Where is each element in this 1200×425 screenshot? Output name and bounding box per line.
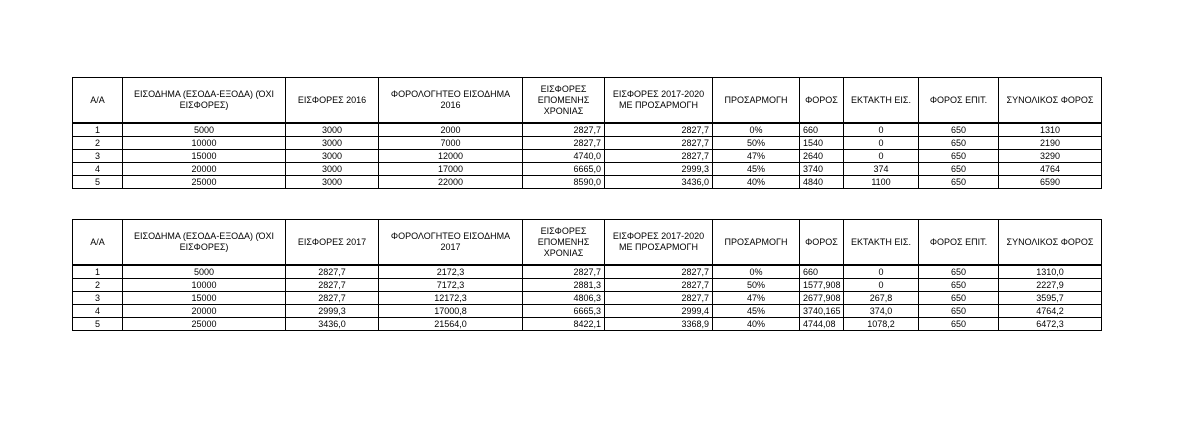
table-row bbox=[73, 318, 1102, 331]
col-tax-cell: 4744,08 bbox=[800, 318, 844, 331]
col-professional-tax-cell: 650 bbox=[919, 305, 999, 318]
col-contributions-cell: 3000 bbox=[286, 150, 379, 163]
col-adjusted-contributions-cell: 2827,7 bbox=[605, 123, 713, 137]
col-professional-tax-header: ΦΟΡΟΣ ΕΠΙΤ. bbox=[919, 220, 999, 266]
col-income-header: ΕΙΣΟΔΗΜΑ (ΕΣΟΔΑ-ΕΞΟΔΑ) (ΌΧΙ ΕΙΣΦΟΡΕΣ) bbox=[123, 220, 286, 266]
col-income-cell: 25000 bbox=[123, 318, 286, 331]
col-adjustment-cell: 50% bbox=[713, 279, 800, 292]
col-index-cell: 3 bbox=[73, 150, 123, 163]
col-income-cell: 10000 bbox=[123, 279, 286, 292]
col-taxable-income-cell: 17000,8 bbox=[379, 305, 523, 318]
col-professional-tax-cell: 650 bbox=[919, 292, 999, 305]
col-income-cell: 25000 bbox=[123, 176, 286, 189]
col-next-year-contributions-cell: 4740,0 bbox=[523, 150, 605, 163]
col-next-year-contributions-cell: 2827,7 bbox=[523, 123, 605, 137]
col-total-tax-header: ΣΥΝΟΛΙΚΟΣ ΦΟΡΟΣ bbox=[999, 220, 1102, 266]
col-adjusted-contributions-cell: 2827,7 bbox=[605, 279, 713, 292]
col-taxable-income-header: ΦΟΡΟΛΟΓΗΤΕΟ ΕΙΣΟΔΗΜΑ 2017 bbox=[379, 220, 523, 266]
table-row bbox=[73, 292, 1102, 305]
col-contributions-cell: 2827,7 bbox=[286, 265, 379, 279]
col-income-cell: 5000 bbox=[123, 123, 286, 137]
col-tax-cell: 1540 bbox=[800, 137, 844, 150]
col-contributions-cell: 3000 bbox=[286, 163, 379, 176]
col-income-cell: 20000 bbox=[123, 163, 286, 176]
col-adjusted-contributions-cell: 2999,4 bbox=[605, 305, 713, 318]
col-contributions-header: ΕΙΣΦΟΡΕΣ 2016 bbox=[286, 78, 379, 124]
col-next-year-contributions-header: ΕΙΣΦΟΡΕΣ ΕΠΟΜΕΝΗΣ ΧΡΟΝΙΑΣ bbox=[523, 78, 605, 124]
col-taxable-income-cell: 21564,0 bbox=[379, 318, 523, 331]
col-tax-cell: 3740 bbox=[800, 163, 844, 176]
col-adjusted-contributions-cell: 2827,7 bbox=[605, 137, 713, 150]
col-professional-tax-cell: 650 bbox=[919, 318, 999, 331]
col-index-cell: 5 bbox=[73, 318, 123, 331]
table-row bbox=[73, 279, 1102, 292]
col-professional-tax-cell: 650 bbox=[919, 279, 999, 292]
col-tax-cell: 1577,908 bbox=[800, 279, 844, 292]
col-income-cell: 15000 bbox=[123, 292, 286, 305]
col-adjusted-contributions-header: ΕΙΣΦΟΡΕΣ 2017-2020 ΜΕ ΠΡΟΣΑΡΜΟΓΗ bbox=[605, 220, 713, 266]
col-total-tax-cell: 2190 bbox=[999, 137, 1102, 150]
col-taxable-income-cell: 12000 bbox=[379, 150, 523, 163]
col-contributions-cell: 3000 bbox=[286, 176, 379, 189]
col-extraordinary-contribution-cell: 0 bbox=[844, 265, 919, 279]
col-next-year-contributions-cell: 2827,7 bbox=[523, 265, 605, 279]
col-extraordinary-contribution-cell: 0 bbox=[844, 123, 919, 137]
col-taxable-income-cell: 2000 bbox=[379, 123, 523, 137]
col-professional-tax-cell: 650 bbox=[919, 265, 999, 279]
col-index-cell: 4 bbox=[73, 305, 123, 318]
col-total-tax-cell: 6472,3 bbox=[999, 318, 1102, 331]
table-row bbox=[73, 163, 1102, 176]
col-total-tax-cell: 3290 bbox=[999, 150, 1102, 163]
col-extraordinary-contribution-header: ΕΚΤΑΚΤΗ ΕΙΣ. bbox=[844, 78, 919, 124]
tax-table-2016 bbox=[72, 77, 1102, 189]
col-extraordinary-contribution-cell: 0 bbox=[844, 150, 919, 163]
col-extraordinary-contribution-cell: 374,0 bbox=[844, 305, 919, 318]
col-income-cell: 15000 bbox=[123, 150, 286, 163]
table-row bbox=[73, 176, 1102, 189]
col-contributions-cell: 3000 bbox=[286, 137, 379, 150]
table-row bbox=[73, 150, 1102, 163]
col-adjusted-contributions-cell: 3368,9 bbox=[605, 318, 713, 331]
col-tax-header: ΦΟΡΟΣ bbox=[800, 78, 844, 124]
col-next-year-contributions-header: ΕΙΣΦΟΡΕΣ ΕΠΟΜΕΝΗΣ ΧΡΟΝΙΑΣ bbox=[523, 220, 605, 266]
col-taxable-income-cell: 17000 bbox=[379, 163, 523, 176]
col-total-tax-cell: 4764,2 bbox=[999, 305, 1102, 318]
col-income-cell: 10000 bbox=[123, 137, 286, 150]
col-total-tax-cell: 4764 bbox=[999, 163, 1102, 176]
col-professional-tax-cell: 650 bbox=[919, 176, 999, 189]
table-row bbox=[73, 123, 1102, 137]
col-taxable-income-cell: 7172,3 bbox=[379, 279, 523, 292]
col-adjusted-contributions-cell: 2827,7 bbox=[605, 265, 713, 279]
col-extraordinary-contribution-cell: 267,8 bbox=[844, 292, 919, 305]
col-taxable-income-cell: 22000 bbox=[379, 176, 523, 189]
col-extraordinary-contribution-cell: 0 bbox=[844, 137, 919, 150]
table-body bbox=[73, 123, 1102, 189]
col-professional-tax-cell: 650 bbox=[919, 163, 999, 176]
col-adjusted-contributions-header: ΕΙΣΦΟΡΕΣ 2017-2020 ΜΕ ΠΡΟΣΑΡΜΟΓΗ bbox=[605, 78, 713, 124]
col-next-year-contributions-cell: 2881,3 bbox=[523, 279, 605, 292]
col-adjusted-contributions-cell: 3436,0 bbox=[605, 176, 713, 189]
col-next-year-contributions-cell: 4806,3 bbox=[523, 292, 605, 305]
col-contributions-cell: 2827,7 bbox=[286, 292, 379, 305]
col-next-year-contributions-cell: 8590,0 bbox=[523, 176, 605, 189]
col-adjustment-cell: 45% bbox=[713, 163, 800, 176]
col-adjustment-cell: 0% bbox=[713, 265, 800, 279]
col-total-tax-cell: 6590 bbox=[999, 176, 1102, 189]
col-adjustment-cell: 47% bbox=[713, 292, 800, 305]
tax-table-2017 bbox=[72, 219, 1102, 331]
col-extraordinary-contribution-header: ΕΚΤΑΚΤΗ ΕΙΣ. bbox=[844, 220, 919, 266]
col-index-cell: 2 bbox=[73, 137, 123, 150]
table-header bbox=[73, 220, 1102, 266]
col-tax-header: ΦΟΡΟΣ bbox=[800, 220, 844, 266]
col-adjustment-cell: 40% bbox=[713, 176, 800, 189]
col-professional-tax-header: ΦΟΡΟΣ ΕΠΙΤ. bbox=[919, 78, 999, 124]
col-professional-tax-cell: 650 bbox=[919, 137, 999, 150]
col-adjustment-cell: 45% bbox=[713, 305, 800, 318]
col-contributions-cell: 3436,0 bbox=[286, 318, 379, 331]
col-contributions-cell: 3000 bbox=[286, 123, 379, 137]
table-header bbox=[73, 78, 1102, 124]
col-income-cell: 20000 bbox=[123, 305, 286, 318]
col-next-year-contributions-cell: 6665,3 bbox=[523, 305, 605, 318]
col-professional-tax-cell: 650 bbox=[919, 150, 999, 163]
col-index-cell: 4 bbox=[73, 163, 123, 176]
col-adjustment-cell: 0% bbox=[713, 123, 800, 137]
col-tax-cell: 2640 bbox=[800, 150, 844, 163]
col-adjustment-cell: 50% bbox=[713, 137, 800, 150]
col-extraordinary-contribution-cell: 1078,2 bbox=[844, 318, 919, 331]
col-index-header: Α/Α bbox=[73, 78, 123, 124]
col-adjustment-cell: 40% bbox=[713, 318, 800, 331]
col-next-year-contributions-cell: 2827,7 bbox=[523, 137, 605, 150]
table-row bbox=[73, 305, 1102, 318]
col-total-tax-cell: 2227,9 bbox=[999, 279, 1102, 292]
col-adjustment-header: ΠΡΟΣΑΡΜΟΓΗ bbox=[713, 220, 800, 266]
col-extraordinary-contribution-cell: 0 bbox=[844, 279, 919, 292]
col-income-cell: 5000 bbox=[123, 265, 286, 279]
col-contributions-cell: 2999,3 bbox=[286, 305, 379, 318]
col-index-cell: 3 bbox=[73, 292, 123, 305]
col-index-cell: 1 bbox=[73, 265, 123, 279]
col-taxable-income-cell: 7000 bbox=[379, 137, 523, 150]
col-next-year-contributions-cell: 6665,0 bbox=[523, 163, 605, 176]
col-income-header: ΕΙΣΟΔΗΜΑ (ΕΣΟΔΑ-ΕΞΟΔΑ) (ΌΧΙ ΕΙΣΦΟΡΕΣ) bbox=[123, 78, 286, 124]
table-row bbox=[73, 265, 1102, 279]
col-next-year-contributions-cell: 8422,1 bbox=[523, 318, 605, 331]
col-index-cell: 1 bbox=[73, 123, 123, 137]
col-total-tax-cell: 1310 bbox=[999, 123, 1102, 137]
table-row bbox=[73, 137, 1102, 150]
col-index-header: Α/Α bbox=[73, 220, 123, 266]
col-index-cell: 2 bbox=[73, 279, 123, 292]
col-tax-cell: 3740,165 bbox=[800, 305, 844, 318]
col-adjusted-contributions-cell: 2999,3 bbox=[605, 163, 713, 176]
col-total-tax-cell: 3595,7 bbox=[999, 292, 1102, 305]
col-taxable-income-header: ΦΟΡΟΛΟΓΗΤΕΟ ΕΙΣΟΔΗΜΑ 2016 bbox=[379, 78, 523, 124]
col-extraordinary-contribution-cell: 1100 bbox=[844, 176, 919, 189]
col-tax-cell: 660 bbox=[800, 123, 844, 137]
col-taxable-income-cell: 12172,3 bbox=[379, 292, 523, 305]
col-adjusted-contributions-cell: 2827,7 bbox=[605, 292, 713, 305]
col-adjustment-cell: 47% bbox=[713, 150, 800, 163]
col-total-tax-cell: 1310,0 bbox=[999, 265, 1102, 279]
col-index-cell: 5 bbox=[73, 176, 123, 189]
col-adjusted-contributions-cell: 2827,7 bbox=[605, 150, 713, 163]
col-tax-cell: 2677,908 bbox=[800, 292, 844, 305]
col-professional-tax-cell: 650 bbox=[919, 123, 999, 137]
col-tax-cell: 4840 bbox=[800, 176, 844, 189]
col-extraordinary-contribution-cell: 374 bbox=[844, 163, 919, 176]
col-adjustment-header: ΠΡΟΣΑΡΜΟΓΗ bbox=[713, 78, 800, 124]
col-total-tax-header: ΣΥΝΟΛΙΚΟΣ ΦΟΡΟΣ bbox=[999, 78, 1102, 124]
col-tax-cell: 660 bbox=[800, 265, 844, 279]
table-body bbox=[73, 265, 1102, 331]
col-contributions-header: ΕΙΣΦΟΡΕΣ 2017 bbox=[286, 220, 379, 266]
col-taxable-income-cell: 2172,3 bbox=[379, 265, 523, 279]
col-contributions-cell: 2827,7 bbox=[286, 279, 379, 292]
